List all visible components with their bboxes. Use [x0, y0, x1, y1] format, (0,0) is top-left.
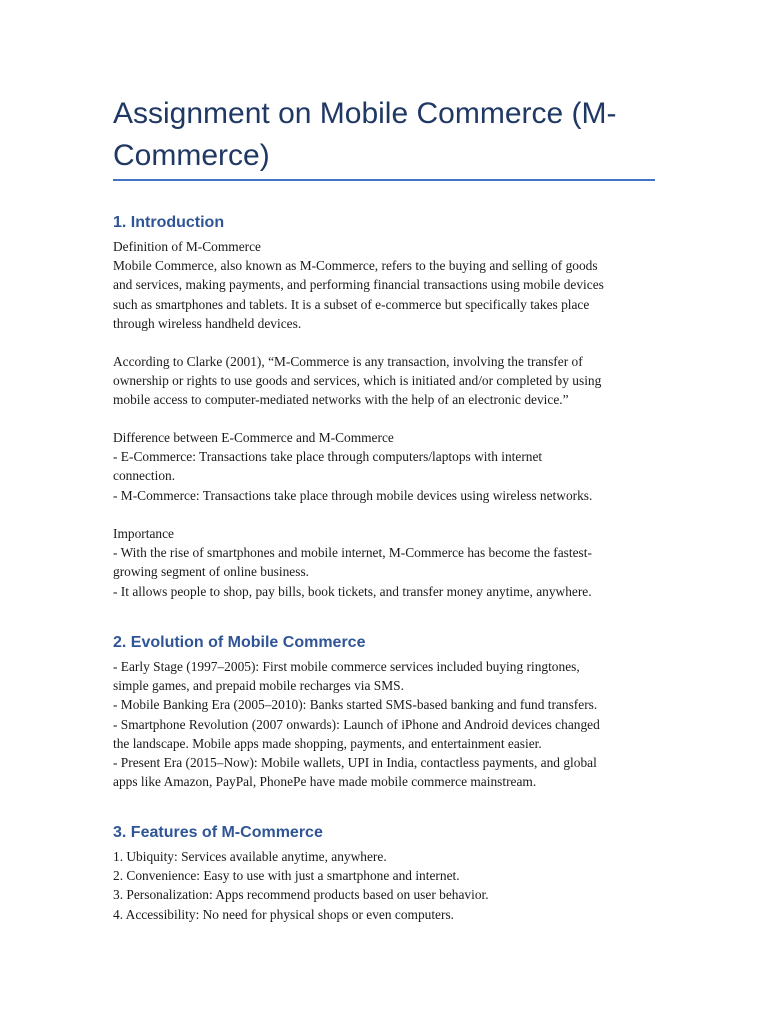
paragraph-line: and services, making payments, and performing financial transactions using mobile devices — [113, 277, 604, 293]
evolution-paragraph — [113, 657, 655, 791]
paragraph-line: growing segment of online business. — [113, 564, 310, 580]
paragraph-line: Importance — [113, 526, 174, 541]
paragraph-line: mobile access to computer-mediated networks with the help of an electronic device.” — [113, 392, 569, 408]
paragraph-line: Mobile Commerce, also known as M-Commerce, refers to the buying and selling of goods — [113, 258, 598, 274]
paragraph-line: ownership or rights to use goods and services, which is initiated and/or completed by using — [113, 373, 602, 389]
quote-paragraph — [113, 352, 655, 410]
paragraph-line: the landscape. Mobile apps made shopping, payments, and entertainment easier. — [113, 735, 542, 751]
paragraph-line: apps like Amazon, PayPal, PhonePe have made mobile commerce mainstream. — [113, 774, 537, 790]
difference-paragraph — [113, 428, 655, 505]
paragraph-line: Definition of M-Commerce — [113, 239, 262, 254]
paragraph-line: - E-Commerce: Transactions take place through computers/laptops with internet — [113, 449, 543, 465]
paragraph-line: - It allows people to shop, pay bills, book tickets, and transfer money anytime, anywhere. — [113, 583, 592, 599]
paragraph-line: - Mobile Banking Era (2005–2010): Banks started SMS-based banking and fund transfers. — [113, 697, 598, 713]
list-item: 2. Convenience: Easy to use with just a smartphone and internet. — [113, 868, 460, 884]
paragraph-line: - With the rise of smartphones and mobile internet, M-Commerce has become the fastest- — [113, 545, 592, 561]
features-list — [113, 847, 655, 924]
section-heading-introduction: 1. Introduction — [113, 214, 225, 231]
paragraph-line: According to Clarke (2001), “M-Commerce is any transaction, involving the transfer of — [113, 354, 583, 369]
paragraph-line: connection. — [113, 468, 176, 484]
paragraph-line: simple games, and prepaid mobile recharges via SMS. — [113, 678, 404, 694]
definition-paragraph — [113, 237, 655, 333]
title-line-2: Commerce) — [113, 139, 270, 172]
paragraph-line: through wireless handheld devices. — [113, 315, 302, 331]
paragraph-line: - M-Commerce: Transactions take place through mobile devices using wireless networks. — [113, 487, 593, 503]
paragraph-line: - Present Era (2015–Now): Mobile wallets, UPI in India, contactless payments, and global — [113, 755, 597, 771]
paragraph-line: - Smartphone Revolution (2007 onwards): Launch of iPhone and Android devices changed — [113, 716, 600, 732]
paragraph-line: such as smartphones and tablets. It is a subset of e-commerce but specifically takes place — [113, 296, 590, 312]
title-line-1: Assignment on Mobile Commerce (M- — [113, 97, 617, 130]
section-heading-evolution: 2. Evolution of Mobile Commerce — [113, 634, 366, 651]
paragraph-line: - Early Stage (1997–2005): First mobile commerce services included buying ringtones, — [113, 659, 580, 674]
list-item: 3. Personalization: Apps recommend products based on user behavior. — [113, 887, 489, 903]
section-heading-features: 3. Features of M-Commerce — [113, 824, 323, 841]
title-divider — [113, 179, 655, 181]
list-item: 1. Ubiquity: Services available anytime, anywhere. — [113, 849, 387, 864]
importance-paragraph — [113, 524, 655, 601]
document-title — [113, 93, 655, 177]
paragraph-line: Difference between E-Commerce and M-Commerce — [113, 430, 394, 445]
list-item: 4. Accessibility: No need for physical shops or even computers. — [113, 906, 455, 922]
